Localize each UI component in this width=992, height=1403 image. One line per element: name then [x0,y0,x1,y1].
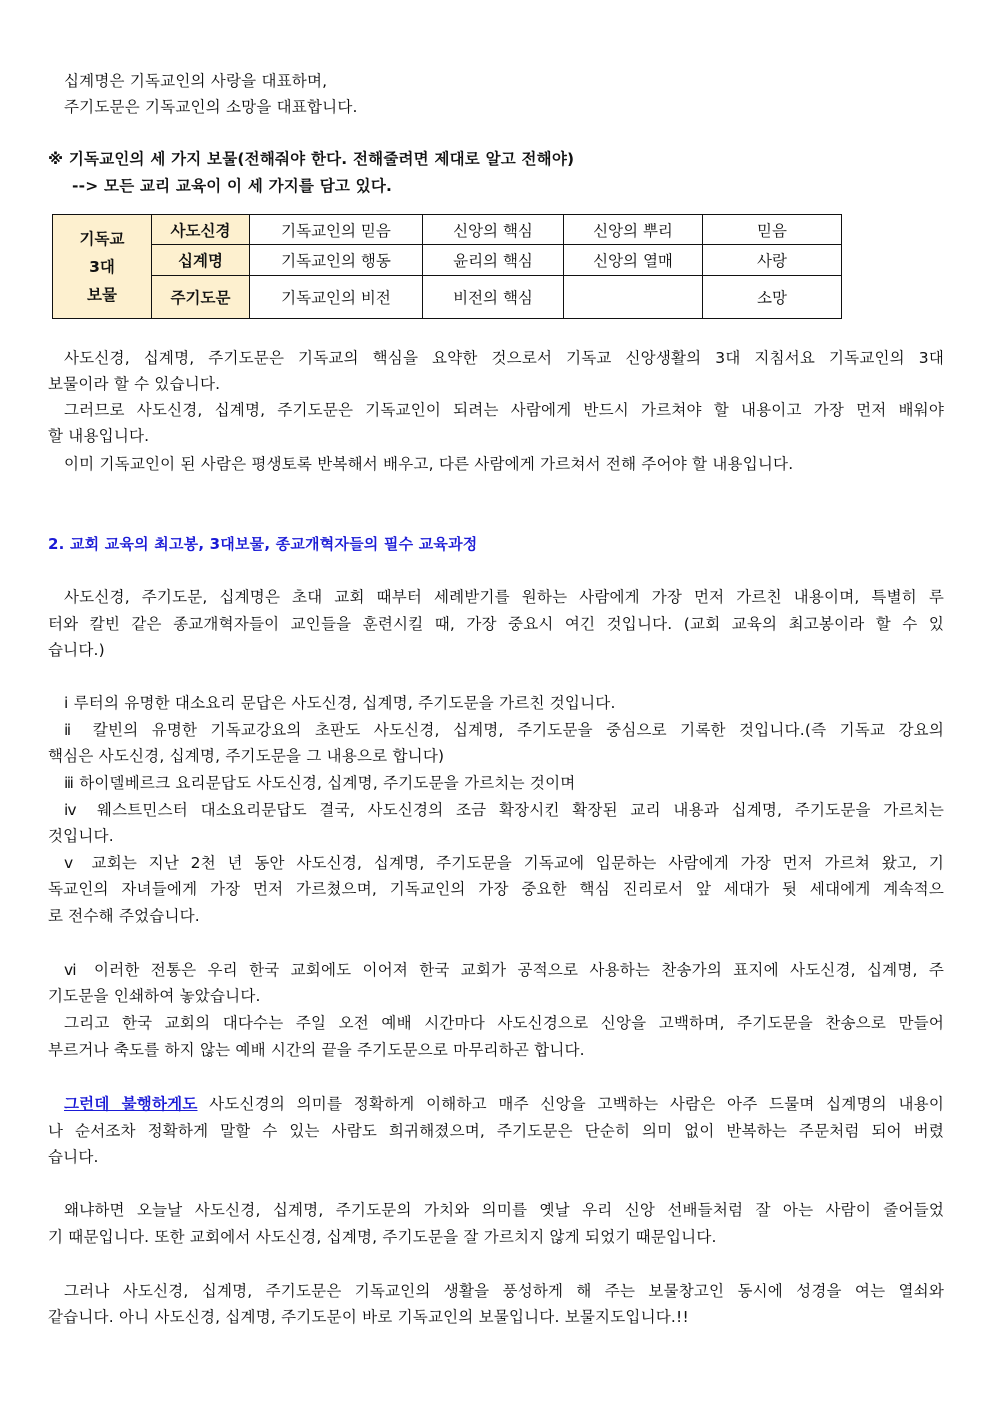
table-cell [564,276,703,319]
list-item-1: ⅰ 루터의 유명한 대소요리 문답은 사도신경, 십계명, 주기도문을 가르친 것입니다. [64,694,616,712]
table-cell: 신앙의 뿌리 [564,215,703,245]
list-item-6a: ⅵ 이러한 전통은 우리 한국 교회에도 이어져 한국 교회가 공적으로 사용하는 찬송가의 표지에 사도신경, 십계명, 주 [64,961,944,979]
unfortunately-line-2: 나 순서조차 정확하게 말할 수 있는 사람도 희귀해졌으며, 주기도문은 단순히 의미 없이 반복하는 주문처럼 되어 버렸 [48,1122,944,1140]
because-line-1: 왜냐하면 오늘날 사도신경, 십계명, 주기도문의 가치와 의미를 옛날 우리 신앙 선배들처럼 잘 아는 사람이 줄어들었 [64,1201,944,1219]
table-cell: 사랑 [703,245,842,276]
highlight-phrase: 그런데 불행하게도 [64,1095,198,1113]
group-label-line-1: 기독교 [79,229,125,248]
conclusion-line-2: 같습니다. 아니 사도신경, 십계명, 주기도문이 바로 기독교인의 보물입니다. 보물지도입니다.!! [48,1308,689,1326]
group-label-line-3: 보물 [87,285,117,304]
table-row-head: 주기도문 [152,276,250,319]
conclusion-line-1: 그러나 사도신경, 십계명, 주기도문은 기독교인의 생활을 풍성하게 해 주는 보물창고인 동시에 성경을 여는 열쇠와 [64,1282,944,1300]
list-item-5b: 독교인의 자녀들에게 가장 먼저 가르쳤으며, 기독교인의 가장 중요한 핵심 진리로서 앞 세대가 뒷 세대에게 계속적으 [48,880,944,898]
para1-line-2: 보물이라 할 수 있습니다. [48,375,221,393]
note-line-1: ※ 기독교인의 세 가지 보물(전해줘야 한다. 전해줄려면 제대로 알고 전해야) [48,150,575,168]
list-item-6b: 기도문을 인쇄하여 놓았습니다. [48,987,261,1005]
because-line-2: 기 때문입니다. 또한 교회에서 사도신경, 십계명, 주기도문을 잘 가르치지 않게 되었기 때문입니다. [48,1228,717,1246]
table-cell: 윤리의 핵심 [423,245,564,276]
table-cell: 신앙의 핵심 [423,215,564,245]
list-item-4a: ⅳ 웨스트민스터 대소요리문답도 결국, 사도신경의 조금 확장시킨 확장된 교리 내용과 십계명, 주기도문을 가르치는 [64,801,944,819]
para1-line-5: 이미 기독교인이 된 사람은 평생토록 반복해서 배우고, 다른 사람에게 가르쳐서 전해 주어야 할 내용입니다. [64,455,794,473]
table-cell: 기독교인의 행동 [250,245,423,276]
para1-line-3: 그러므로 사도신경, 십계명, 주기도문은 기독교인이 되려는 사람에게 반드시 가르쳐야 할 내용이고 가장 먼저 배워야 [64,401,944,419]
list-item-2a: ⅱ 칼빈의 유명한 기독교강요의 초판도 사도신경, 십계명, 주기도문을 중심으로 기록한 것입니다.(즉 기독교 강요의 [64,721,944,739]
table-cell: 비전의 핵심 [423,276,564,319]
table-cell: 신앙의 열매 [564,245,703,276]
intro-line-2: 주기도문은 기독교인의 소망을 대표합니다. [64,98,358,116]
list-item-3: ⅲ 하이델베르크 요리문답도 사도신경, 십계명, 주기도문을 가르치는 것이며 [64,774,576,792]
section2-p-line-1: 사도신경, 주기도문, 십계명은 초대 교회 때부터 세례받기를 원하는 사람에게 가장 먼저 가르친 내용이며, 특별히 루 [64,588,944,606]
para1-line-1: 사도신경, 십계명, 주기도문은 기독교의 핵심을 요약한 것으로서 기독교 신앙생활의 3대 지침서요 기독교인의 3대 [64,349,944,367]
korea-line-2: 부르거나 축도를 하지 않는 예배 시간의 끝을 주기도문으로 마무리하곤 합니다. [48,1041,585,1059]
table-cell: 믿음 [703,215,842,245]
list-item-5c: 로 전수해 주었습니다. [48,907,200,925]
table-cell: 소망 [703,276,842,319]
list-item-2b: 핵심은 사도신경, 십계명, 주기도문을 그 내용으로 합니다) [48,747,445,765]
list-item-4b: 것입니다. [48,827,114,845]
section-2-heading: 2. 교회 교육의 최고봉, 3대보물, 종교개혁자들의 필수 교육과정 [48,535,478,553]
note-line-2: --> 모든 교리 교육이 이 세 가지를 담고 있다. [72,177,393,195]
korea-line-1: 그리고 한국 교회의 대다수는 주일 오전 예배 시간마다 사도신경으로 신앙을 고백하며, 주기도문을 찬송으로 만들어 [64,1014,944,1032]
table-cell: 기독교인의 믿음 [250,215,423,245]
table-row-head: 사도신경 [152,215,250,245]
unfortunately-text: 사도신경의 의미를 정확하게 이해하고 매주 신앙을 고백하는 사람은 아주 드물며 십계명의 내용이 [197,1095,945,1113]
group-label-line-2: 3대 [89,257,115,276]
para1-line-4: 할 내용입니다. [48,427,150,445]
section2-p-line-2: 터와 칼빈 같은 종교개혁자들이 교인들을 훈련시킬 때, 가장 중요시 여긴 것입니다. (교회 교육의 최고봉이라 할 수 있 [48,615,944,633]
section2-p-line-3: 습니다.) [48,641,105,659]
unfortunately-line-1 [64,1091,944,1118]
table-group-label [53,215,152,319]
treasure-table [52,214,842,319]
table-cell: 기독교인의 비전 [250,276,423,319]
list-item-5a: ⅴ 교회는 지난 2천 년 동안 사도신경, 십계명, 주기도문을 기독교에 입문하는 사람에게 가장 먼저 가르쳐 왔고, 기 [64,854,944,872]
intro-line-1: 십계명은 기독교인의 사랑을 대표하며, [64,72,328,90]
table-row-head: 십계명 [152,245,250,276]
unfortunately-line-3: 습니다. [48,1148,99,1166]
